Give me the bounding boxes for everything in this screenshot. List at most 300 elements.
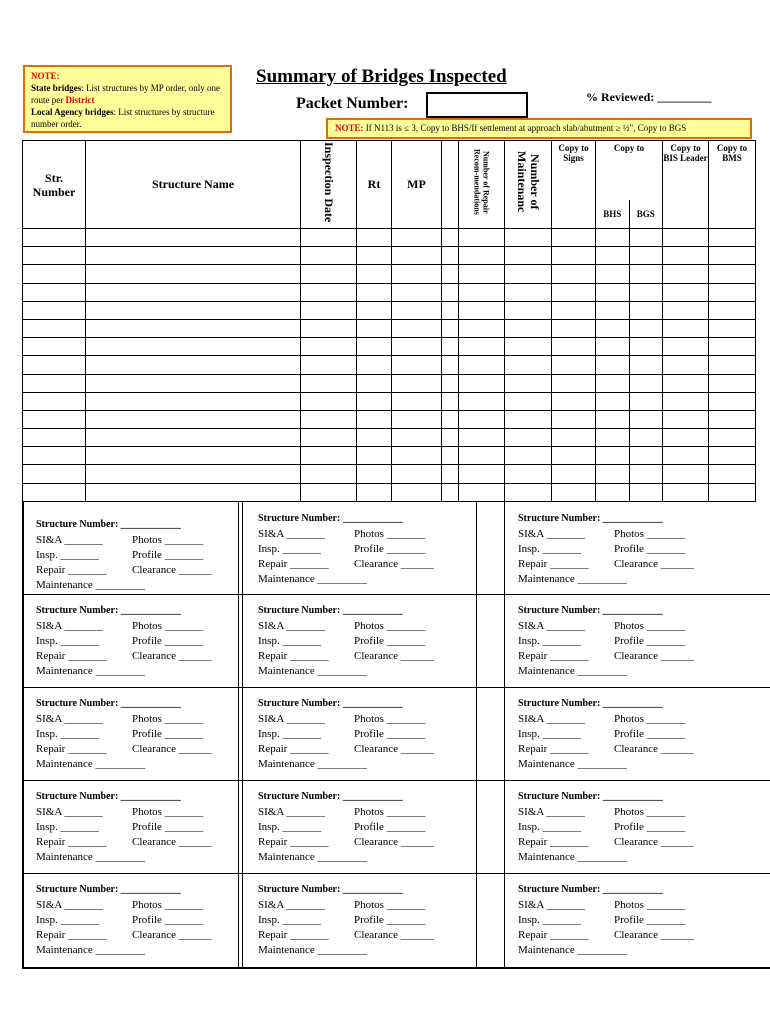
table-cell[interactable] [86, 247, 301, 265]
profile-field[interactable]: Profile _______ [354, 914, 426, 926]
table-cell[interactable] [505, 319, 552, 337]
repair-field[interactable]: Repair _______ [258, 743, 329, 755]
table-cell[interactable] [596, 429, 663, 447]
table-cell[interactable] [459, 247, 505, 265]
table-cell[interactable] [442, 283, 459, 301]
insp-field[interactable]: Insp. _______ [36, 549, 99, 561]
structure-number-field[interactable]: Structure Number: ____________ [258, 884, 403, 895]
structure-number-field[interactable]: Structure Number: ____________ [258, 698, 403, 709]
clearance-field[interactable]: Clearance ______ [614, 836, 694, 848]
insp-field[interactable]: Insp. _______ [258, 914, 321, 926]
table-cell[interactable] [709, 410, 756, 428]
sia-field[interactable]: SI&A _______ [36, 806, 103, 818]
structure-number-field[interactable]: Structure Number: ____________ [518, 884, 663, 895]
repair-field[interactable]: Repair _______ [518, 743, 589, 755]
photos-field[interactable]: Photos _______ [354, 528, 426, 540]
table-cell[interactable] [663, 283, 709, 301]
table-cell[interactable] [357, 429, 392, 447]
table-cell[interactable] [86, 483, 301, 501]
insp-field[interactable]: Insp. _______ [518, 821, 581, 833]
table-cell[interactable] [86, 229, 301, 247]
table-cell[interactable] [86, 301, 301, 319]
table-cell[interactable] [596, 483, 663, 501]
table-cell[interactable] [459, 410, 505, 428]
insp-field[interactable]: Insp. _______ [258, 543, 321, 555]
table-cell[interactable] [301, 392, 357, 410]
clearance-field[interactable]: Clearance ______ [614, 558, 694, 570]
table-cell[interactable] [596, 465, 663, 483]
table-cell[interactable] [505, 483, 552, 501]
photos-field[interactable]: Photos _______ [132, 620, 204, 632]
table-cell[interactable] [459, 465, 505, 483]
repair-field[interactable]: Repair _______ [258, 650, 329, 662]
table-cell[interactable] [301, 338, 357, 356]
table-cell[interactable] [23, 392, 86, 410]
table-cell[interactable] [86, 356, 301, 374]
table-cell[interactable] [596, 247, 663, 265]
profile-field[interactable]: Profile _______ [132, 821, 204, 833]
table-cell[interactable] [459, 356, 505, 374]
table-cell[interactable] [709, 283, 756, 301]
table-cell[interactable] [505, 338, 552, 356]
table-cell[interactable] [357, 301, 392, 319]
clearance-field[interactable]: Clearance ______ [132, 743, 212, 755]
table-cell[interactable] [709, 392, 756, 410]
table-cell[interactable] [552, 338, 596, 356]
photos-field[interactable]: Photos _______ [354, 713, 426, 725]
table-cell[interactable] [23, 319, 86, 337]
structure-number-field[interactable]: Structure Number: ____________ [36, 519, 181, 530]
profile-field[interactable]: Profile _______ [614, 728, 686, 740]
profile-field[interactable]: Profile _______ [132, 728, 204, 740]
table-cell[interactable] [442, 319, 459, 337]
repair-field[interactable]: Repair _______ [518, 558, 589, 570]
insp-field[interactable]: Insp. _______ [258, 635, 321, 647]
table-cell[interactable] [552, 447, 596, 465]
table-cell[interactable] [392, 319, 442, 337]
table-cell[interactable] [505, 247, 552, 265]
table-cell[interactable] [459, 283, 505, 301]
table-cell[interactable] [442, 229, 459, 247]
maintenance-field[interactable]: Maintenance _________ [36, 758, 146, 770]
table-cell[interactable] [442, 429, 459, 447]
table-cell[interactable] [301, 229, 357, 247]
table-cell[interactable] [301, 301, 357, 319]
table-cell[interactable] [709, 356, 756, 374]
table-cell[interactable] [505, 465, 552, 483]
table-cell[interactable] [442, 301, 459, 319]
table-cell[interactable] [301, 374, 357, 392]
structure-number-field[interactable]: Structure Number: ____________ [36, 698, 181, 709]
profile-field[interactable]: Profile _______ [354, 821, 426, 833]
table-cell[interactable] [392, 247, 442, 265]
table-cell[interactable] [709, 229, 756, 247]
profile-field[interactable]: Profile _______ [354, 728, 426, 740]
table-cell[interactable] [357, 319, 392, 337]
table-cell[interactable] [392, 283, 442, 301]
insp-field[interactable]: Insp. _______ [258, 821, 321, 833]
structure-number-field[interactable]: Structure Number: ____________ [36, 791, 181, 802]
table-cell[interactable] [709, 319, 756, 337]
table-cell[interactable] [442, 410, 459, 428]
table-cell[interactable] [357, 229, 392, 247]
percent-reviewed-field[interactable]: % Reviewed: _________ [586, 90, 712, 104]
table-cell[interactable] [301, 465, 357, 483]
table-cell[interactable] [596, 356, 663, 374]
repair-field[interactable]: Repair _______ [36, 650, 107, 662]
table-cell[interactable] [301, 247, 357, 265]
photos-field[interactable]: Photos _______ [132, 713, 204, 725]
profile-field[interactable]: Profile _______ [614, 914, 686, 926]
maintenance-field[interactable]: Maintenance _________ [518, 665, 628, 677]
maintenance-field[interactable]: Maintenance _________ [36, 579, 146, 591]
table-cell[interactable] [357, 447, 392, 465]
table-cell[interactable] [596, 374, 663, 392]
table-cell[interactable] [86, 392, 301, 410]
repair-field[interactable]: Repair _______ [258, 836, 329, 848]
insp-field[interactable]: Insp. _______ [518, 543, 581, 555]
table-cell[interactable] [505, 356, 552, 374]
table-cell[interactable] [663, 265, 709, 283]
table-cell[interactable] [357, 392, 392, 410]
table-cell[interactable] [552, 229, 596, 247]
table-cell[interactable] [709, 447, 756, 465]
table-cell[interactable] [459, 429, 505, 447]
maintenance-field[interactable]: Maintenance _________ [518, 573, 628, 585]
table-cell[interactable] [709, 265, 756, 283]
table-cell[interactable] [392, 338, 442, 356]
table-cell[interactable] [596, 229, 663, 247]
table-cell[interactable] [23, 247, 86, 265]
table-cell[interactable] [552, 465, 596, 483]
sia-field[interactable]: SI&A _______ [36, 713, 103, 725]
photos-field[interactable]: Photos _______ [614, 806, 686, 818]
table-cell[interactable] [23, 301, 86, 319]
table-cell[interactable] [392, 447, 442, 465]
clearance-field[interactable]: Clearance ______ [354, 929, 434, 941]
table-cell[interactable] [505, 265, 552, 283]
table-cell[interactable] [357, 283, 392, 301]
table-cell[interactable] [663, 374, 709, 392]
profile-field[interactable]: Profile _______ [614, 543, 686, 555]
table-cell[interactable] [596, 319, 663, 337]
insp-field[interactable]: Insp. _______ [36, 635, 99, 647]
table-cell[interactable] [505, 301, 552, 319]
sia-field[interactable]: SI&A _______ [258, 620, 325, 632]
table-cell[interactable] [301, 410, 357, 428]
structure-number-field[interactable]: Structure Number: ____________ [518, 605, 663, 616]
table-cell[interactable] [301, 356, 357, 374]
sia-field[interactable]: SI&A _______ [258, 899, 325, 911]
table-cell[interactable] [459, 301, 505, 319]
sia-field[interactable]: SI&A _______ [518, 620, 585, 632]
table-cell[interactable] [709, 465, 756, 483]
table-cell[interactable] [301, 319, 357, 337]
photos-field[interactable]: Photos _______ [614, 620, 686, 632]
table-cell[interactable] [459, 447, 505, 465]
structure-number-field[interactable]: Structure Number: ____________ [518, 791, 663, 802]
table-cell[interactable] [392, 265, 442, 283]
repair-field[interactable]: Repair _______ [258, 558, 329, 570]
table-cell[interactable] [86, 465, 301, 483]
table-cell[interactable] [709, 374, 756, 392]
table-cell[interactable] [86, 338, 301, 356]
table-cell[interactable] [552, 392, 596, 410]
clearance-field[interactable]: Clearance ______ [354, 650, 434, 662]
repair-field[interactable]: Repair _______ [518, 650, 589, 662]
table-cell[interactable] [596, 283, 663, 301]
insp-field[interactable]: Insp. _______ [518, 914, 581, 926]
insp-field[interactable]: Insp. _______ [518, 635, 581, 647]
repair-field[interactable]: Repair _______ [36, 743, 107, 755]
repair-field[interactable]: Repair _______ [36, 929, 107, 941]
insp-field[interactable]: Insp. _______ [258, 728, 321, 740]
table-cell[interactable] [663, 247, 709, 265]
sia-field[interactable]: SI&A _______ [36, 534, 103, 546]
table-cell[interactable] [505, 229, 552, 247]
table-cell[interactable] [663, 392, 709, 410]
table-cell[interactable] [505, 410, 552, 428]
clearance-field[interactable]: Clearance ______ [354, 836, 434, 848]
table-cell[interactable] [505, 374, 552, 392]
insp-field[interactable]: Insp. _______ [36, 821, 99, 833]
maintenance-field[interactable]: Maintenance _________ [518, 758, 628, 770]
profile-field[interactable]: Profile _______ [354, 635, 426, 647]
table-cell[interactable] [86, 447, 301, 465]
table-cell[interactable] [357, 356, 392, 374]
table-cell[interactable] [442, 338, 459, 356]
photos-field[interactable]: Photos _______ [354, 899, 426, 911]
table-cell[interactable] [663, 319, 709, 337]
structure-number-field[interactable]: Structure Number: ____________ [258, 605, 403, 616]
table-cell[interactable] [505, 429, 552, 447]
table-cell[interactable] [23, 465, 86, 483]
table-cell[interactable] [596, 265, 663, 283]
table-cell[interactable] [596, 392, 663, 410]
table-cell[interactable] [357, 465, 392, 483]
table-cell[interactable] [86, 410, 301, 428]
table-cell[interactable] [357, 247, 392, 265]
maintenance-field[interactable]: Maintenance _________ [258, 758, 368, 770]
profile-field[interactable]: Profile _______ [132, 549, 204, 561]
table-cell[interactable] [709, 429, 756, 447]
table-cell[interactable] [357, 374, 392, 392]
sia-field[interactable]: SI&A _______ [258, 806, 325, 818]
sia-field[interactable]: SI&A _______ [258, 713, 325, 725]
maintenance-field[interactable]: Maintenance _________ [36, 851, 146, 863]
table-cell[interactable] [392, 392, 442, 410]
sia-field[interactable]: SI&A _______ [518, 713, 585, 725]
table-cell[interactable] [23, 374, 86, 392]
table-cell[interactable] [552, 483, 596, 501]
maintenance-field[interactable]: Maintenance _________ [258, 573, 368, 585]
insp-field[interactable]: Insp. _______ [518, 728, 581, 740]
profile-field[interactable]: Profile _______ [132, 914, 204, 926]
clearance-field[interactable]: Clearance ______ [132, 836, 212, 848]
table-cell[interactable] [459, 374, 505, 392]
table-cell[interactable] [301, 429, 357, 447]
table-cell[interactable] [392, 429, 442, 447]
table-cell[interactable] [23, 356, 86, 374]
table-cell[interactable] [552, 356, 596, 374]
repair-field[interactable]: Repair _______ [36, 564, 107, 576]
table-cell[interactable] [392, 483, 442, 501]
sia-field[interactable]: SI&A _______ [258, 528, 325, 540]
table-cell[interactable] [301, 283, 357, 301]
table-cell[interactable] [86, 319, 301, 337]
table-cell[interactable] [709, 483, 756, 501]
table-cell[interactable] [663, 338, 709, 356]
table-cell[interactable] [392, 465, 442, 483]
table-cell[interactable] [505, 283, 552, 301]
table-cell[interactable] [459, 319, 505, 337]
insp-field[interactable]: Insp. _______ [36, 914, 99, 926]
insp-field[interactable]: Insp. _______ [36, 728, 99, 740]
clearance-field[interactable]: Clearance ______ [132, 564, 212, 576]
table-cell[interactable] [663, 356, 709, 374]
profile-field[interactable]: Profile _______ [354, 543, 426, 555]
table-cell[interactable] [442, 247, 459, 265]
table-cell[interactable] [301, 483, 357, 501]
structure-number-field[interactable]: Structure Number: ____________ [518, 698, 663, 709]
profile-field[interactable]: Profile _______ [132, 635, 204, 647]
table-cell[interactable] [392, 374, 442, 392]
table-cell[interactable] [23, 229, 86, 247]
table-cell[interactable] [552, 429, 596, 447]
table-cell[interactable] [459, 483, 505, 501]
table-cell[interactable] [552, 319, 596, 337]
structure-number-field[interactable]: Structure Number: ____________ [518, 513, 663, 524]
table-cell[interactable] [301, 265, 357, 283]
maintenance-field[interactable]: Maintenance _________ [258, 851, 368, 863]
table-cell[interactable] [709, 301, 756, 319]
table-cell[interactable] [442, 392, 459, 410]
table-cell[interactable] [663, 465, 709, 483]
table-cell[interactable] [86, 429, 301, 447]
table-cell[interactable] [442, 265, 459, 283]
table-cell[interactable] [357, 265, 392, 283]
photos-field[interactable]: Photos _______ [614, 713, 686, 725]
table-cell[interactable] [301, 447, 357, 465]
table-cell[interactable] [459, 338, 505, 356]
table-cell[interactable] [663, 447, 709, 465]
table-cell[interactable] [596, 447, 663, 465]
table-cell[interactable] [552, 374, 596, 392]
table-cell[interactable] [459, 265, 505, 283]
structure-number-field[interactable]: Structure Number: ____________ [258, 791, 403, 802]
table-cell[interactable] [505, 392, 552, 410]
table-cell[interactable] [442, 356, 459, 374]
maintenance-field[interactable]: Maintenance _________ [258, 944, 368, 956]
table-cell[interactable] [552, 410, 596, 428]
repair-field[interactable]: Repair _______ [518, 929, 589, 941]
table-cell[interactable] [86, 374, 301, 392]
table-cell[interactable] [442, 483, 459, 501]
photos-field[interactable]: Photos _______ [132, 534, 204, 546]
table-cell[interactable] [357, 410, 392, 428]
profile-field[interactable]: Profile _______ [614, 635, 686, 647]
profile-field[interactable]: Profile _______ [614, 821, 686, 833]
repair-field[interactable]: Repair _______ [258, 929, 329, 941]
table-cell[interactable] [459, 229, 505, 247]
table-cell[interactable] [663, 301, 709, 319]
table-cell[interactable] [86, 265, 301, 283]
table-cell[interactable] [459, 392, 505, 410]
table-cell[interactable] [709, 338, 756, 356]
table-cell[interactable] [596, 338, 663, 356]
clearance-field[interactable]: Clearance ______ [132, 650, 212, 662]
clearance-field[interactable]: Clearance ______ [614, 650, 694, 662]
clearance-field[interactable]: Clearance ______ [132, 929, 212, 941]
sia-field[interactable]: SI&A _______ [518, 528, 585, 540]
table-cell[interactable] [663, 483, 709, 501]
table-cell[interactable] [357, 338, 392, 356]
photos-field[interactable]: Photos _______ [132, 806, 204, 818]
structure-number-field[interactable]: Structure Number: ____________ [36, 884, 181, 895]
sia-field[interactable]: SI&A _______ [518, 899, 585, 911]
table-cell[interactable] [442, 465, 459, 483]
table-cell[interactable] [552, 247, 596, 265]
table-cell[interactable] [23, 447, 86, 465]
clearance-field[interactable]: Clearance ______ [354, 743, 434, 755]
maintenance-field[interactable]: Maintenance _________ [518, 944, 628, 956]
table-cell[interactable] [663, 410, 709, 428]
table-cell[interactable] [392, 229, 442, 247]
table-cell[interactable] [552, 283, 596, 301]
structure-number-field[interactable]: Structure Number: ____________ [36, 605, 181, 616]
table-cell[interactable] [23, 429, 86, 447]
structure-number-field[interactable]: Structure Number: ____________ [258, 513, 403, 524]
clearance-field[interactable]: Clearance ______ [614, 929, 694, 941]
table-cell[interactable] [357, 483, 392, 501]
table-cell[interactable] [442, 374, 459, 392]
table-cell[interactable] [663, 229, 709, 247]
table-cell[interactable] [552, 301, 596, 319]
sia-field[interactable]: SI&A _______ [518, 806, 585, 818]
clearance-field[interactable]: Clearance ______ [614, 743, 694, 755]
table-cell[interactable] [709, 247, 756, 265]
maintenance-field[interactable]: Maintenance _________ [36, 944, 146, 956]
table-cell[interactable] [23, 265, 86, 283]
photos-field[interactable]: Photos _______ [354, 620, 426, 632]
table-cell[interactable] [23, 338, 86, 356]
table-cell[interactable] [23, 283, 86, 301]
maintenance-field[interactable]: Maintenance _________ [36, 665, 146, 677]
maintenance-field[interactable]: Maintenance _________ [258, 665, 368, 677]
table-cell[interactable] [86, 283, 301, 301]
sia-field[interactable]: SI&A _______ [36, 620, 103, 632]
table-cell[interactable] [392, 410, 442, 428]
table-cell[interactable] [392, 301, 442, 319]
photos-field[interactable]: Photos _______ [354, 806, 426, 818]
table-cell[interactable] [552, 265, 596, 283]
table-cell[interactable] [505, 447, 552, 465]
photos-field[interactable]: Photos _______ [614, 528, 686, 540]
repair-field[interactable]: Repair _______ [36, 836, 107, 848]
maintenance-field[interactable]: Maintenance _________ [518, 851, 628, 863]
table-cell[interactable] [596, 410, 663, 428]
table-cell[interactable] [663, 429, 709, 447]
photos-field[interactable]: Photos _______ [132, 899, 204, 911]
table-cell[interactable] [23, 410, 86, 428]
table-cell[interactable] [392, 356, 442, 374]
table-cell[interactable] [23, 483, 86, 501]
sia-field[interactable]: SI&A _______ [36, 899, 103, 911]
photos-field[interactable]: Photos _______ [614, 899, 686, 911]
clearance-field[interactable]: Clearance ______ [354, 558, 434, 570]
table-cell[interactable] [442, 447, 459, 465]
repair-field[interactable]: Repair _______ [518, 836, 589, 848]
